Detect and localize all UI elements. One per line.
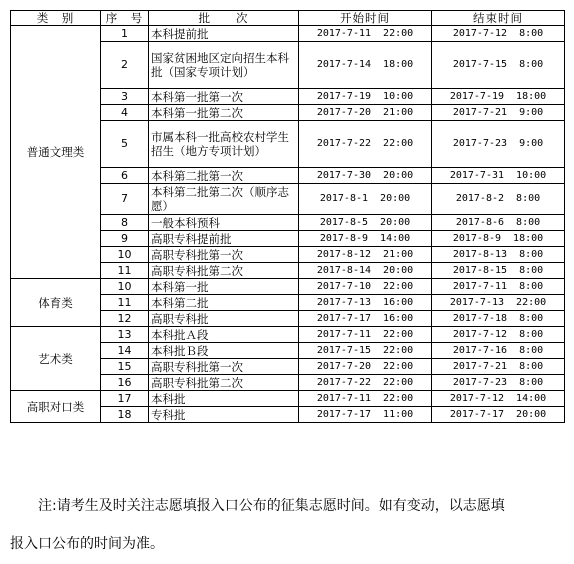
row-start-time: 2017-7-19 10:00 — [299, 89, 432, 105]
footnote-line-1: 注:请考生及时关注志愿填报入口公布的征集志愿时间。如有变动，以志愿填 — [38, 498, 505, 514]
row-start-time: 2017-8-1 20:00 — [299, 184, 432, 215]
row-end-time: 2017-7-23 9:00 — [432, 121, 565, 168]
row-end-time: 2017-7-13 22:00 — [432, 295, 565, 311]
row-batch: 本科提前批 — [149, 26, 299, 42]
footnote-line-2: 报入口公布的时间为准。 — [10, 536, 164, 552]
row-end-time: 2017-8-13 8:00 — [432, 247, 565, 263]
row-number: 10 — [101, 247, 149, 263]
header-category: 类 别 — [11, 11, 101, 26]
row-number: 17 — [101, 391, 149, 407]
table-row — [11, 279, 565, 295]
row-start-time: 2017-7-14 18:00 — [299, 42, 432, 89]
row-number: 16 — [101, 375, 149, 391]
row-batch: 高职专科批第一次 — [149, 247, 299, 263]
row-number: 7 — [101, 184, 149, 215]
row-batch: 高职专科批 — [149, 311, 299, 327]
row-batch: 高职专科批第一次 — [149, 359, 299, 375]
row-start-time: 2017-8-14 20:00 — [299, 263, 432, 279]
row-number: 8 — [101, 215, 149, 231]
row-batch: 本科第一批第二次 — [149, 105, 299, 121]
category-sports: 体育类 — [11, 279, 101, 327]
table-row — [11, 391, 565, 407]
header-number: 序 号 — [101, 11, 149, 26]
row-end-time: 2017-7-21 8:00 — [432, 359, 565, 375]
row-end-time: 2017-7-31 10:00 — [432, 168, 565, 184]
row-number: 13 — [101, 327, 149, 343]
row-end-time: 2017-7-15 8:00 — [432, 42, 565, 89]
row-start-time: 2017-7-17 16:00 — [299, 311, 432, 327]
row-number: 10 — [101, 279, 149, 295]
row-batch: 高职专科批第二次 — [149, 263, 299, 279]
row-number: 11 — [101, 295, 149, 311]
row-end-time: 2017-7-11 8:00 — [432, 279, 565, 295]
category-arts: 艺术类 — [11, 327, 101, 391]
row-number: 5 — [101, 121, 149, 168]
header-end-time: 结束时间 — [432, 11, 565, 26]
row-start-time: 2017-7-11 22:00 — [299, 26, 432, 42]
row-batch: 本科批 — [149, 391, 299, 407]
table-row — [11, 327, 565, 343]
row-batch: 本科第二批第二次（顺序志愿） — [149, 184, 299, 215]
footnote — [10, 494, 566, 556]
row-start-time: 2017-7-20 21:00 — [299, 105, 432, 121]
row-batch: 专科批 — [149, 407, 299, 423]
row-end-time: 2017-7-16 8:00 — [432, 343, 565, 359]
row-start-time: 2017-7-30 20:00 — [299, 168, 432, 184]
row-end-time: 2017-8-15 8:00 — [432, 263, 565, 279]
row-end-time: 2017-7-12 8:00 — [432, 26, 565, 42]
row-end-time: 2017-7-23 8:00 — [432, 375, 565, 391]
header-batch: 批 次 — [149, 11, 299, 26]
row-start-time: 2017-7-11 22:00 — [299, 391, 432, 407]
row-number: 15 — [101, 359, 149, 375]
row-batch: 高职专科批第二次 — [149, 375, 299, 391]
row-end-time: 2017-7-12 14:00 — [432, 391, 565, 407]
row-start-time: 2017-7-13 16:00 — [299, 295, 432, 311]
row-start-time: 2017-7-22 22:00 — [299, 121, 432, 168]
row-end-time: 2017-7-21 9:00 — [432, 105, 565, 121]
category-vocational: 高职对口类 — [11, 391, 101, 423]
row-number: 14 — [101, 343, 149, 359]
category-general: 普通文理类 — [11, 26, 101, 279]
row-number: 12 — [101, 311, 149, 327]
row-batch: 高职专科提前批 — [149, 231, 299, 247]
row-start-time: 2017-7-15 22:00 — [299, 343, 432, 359]
row-number: 11 — [101, 263, 149, 279]
row-start-time: 2017-7-11 22:00 — [299, 327, 432, 343]
row-number: 2 — [101, 42, 149, 89]
row-number: 6 — [101, 168, 149, 184]
row-end-time: 2017-7-12 8:00 — [432, 327, 565, 343]
row-batch: 本科第一批第一次 — [149, 89, 299, 105]
row-number: 1 — [101, 26, 149, 42]
row-end-time: 2017-7-19 18:00 — [432, 89, 565, 105]
row-batch: 本科第二批第一次 — [149, 168, 299, 184]
row-start-time: 2017-8-12 21:00 — [299, 247, 432, 263]
row-end-time: 2017-7-17 20:00 — [432, 407, 565, 423]
row-end-time: 2017-8-9 18:00 — [432, 231, 565, 247]
row-start-time: 2017-7-20 22:00 — [299, 359, 432, 375]
row-batch: 一般本科预科 — [149, 215, 299, 231]
row-start-time: 2017-7-10 22:00 — [299, 279, 432, 295]
row-number: 3 — [101, 89, 149, 105]
row-batch: 国家贫困地区定向招生本科批（国家专项计划） — [149, 42, 299, 89]
row-end-time: 2017-8-2 8:00 — [432, 184, 565, 215]
row-batch: 市属本科一批高校农村学生招生（地方专项计划） — [149, 121, 299, 168]
table-header-row — [11, 11, 565, 26]
row-batch: 本科第一批 — [149, 279, 299, 295]
row-number: 18 — [101, 407, 149, 423]
row-start-time: 2017-8-5 20:00 — [299, 215, 432, 231]
row-number: 4 — [101, 105, 149, 121]
row-batch: 本科批Ａ段 — [149, 327, 299, 343]
row-end-time: 2017-7-18 8:00 — [432, 311, 565, 327]
table-row — [11, 26, 565, 42]
schedule-table — [10, 10, 565, 423]
row-start-time: 2017-8-9 14:00 — [299, 231, 432, 247]
row-number: 9 — [101, 231, 149, 247]
row-start-time: 2017-7-22 22:00 — [299, 375, 432, 391]
row-batch: 本科第二批 — [149, 295, 299, 311]
row-start-time: 2017-7-17 11:00 — [299, 407, 432, 423]
row-end-time: 2017-8-6 8:00 — [432, 215, 565, 231]
row-batch: 本科批Ｂ段 — [149, 343, 299, 359]
header-start-time: 开始时间 — [299, 11, 432, 26]
